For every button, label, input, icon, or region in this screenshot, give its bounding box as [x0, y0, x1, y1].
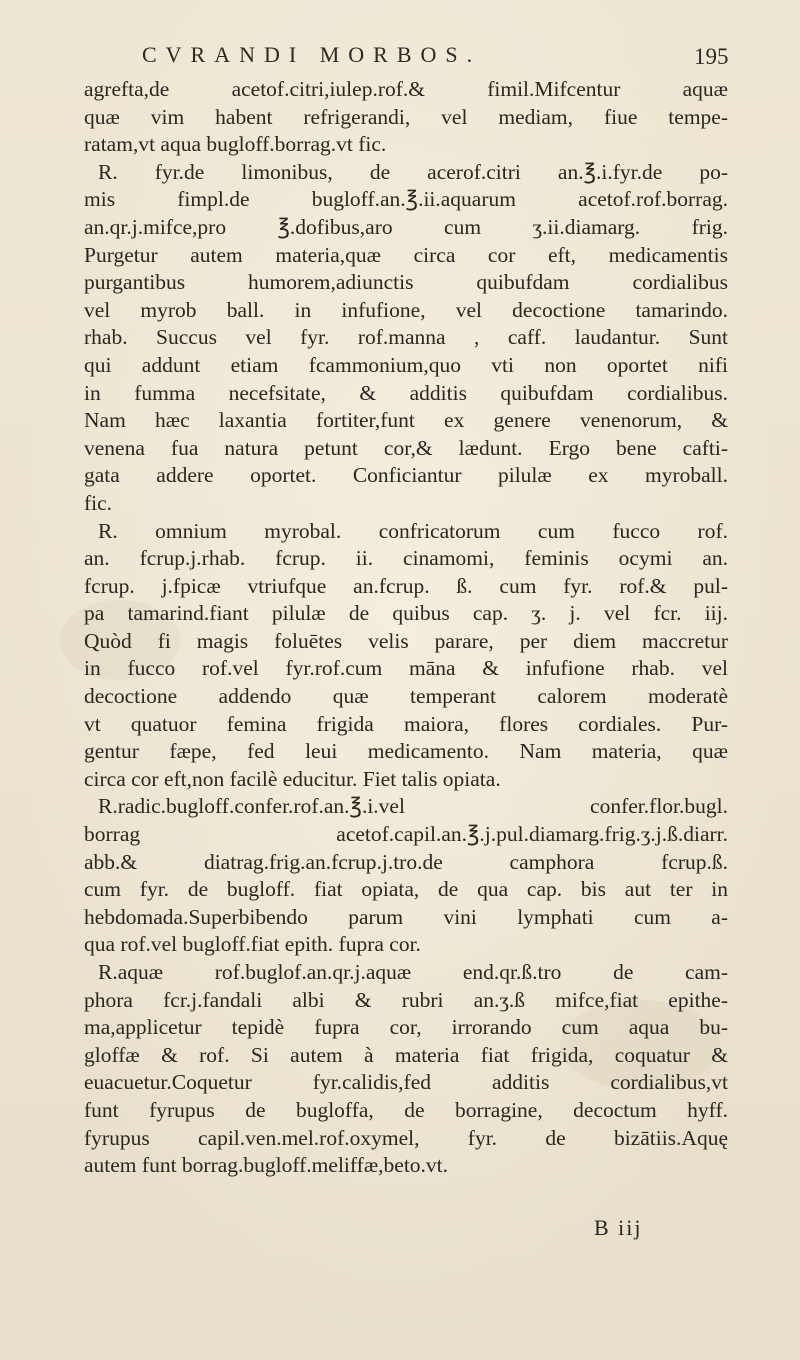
text-line: ratam,vt aqua bugloff.borrag.vt fic.: [84, 132, 387, 157]
running-head: CVRANDI MORBOS.: [142, 42, 482, 67]
signature-mark: B iij: [594, 1215, 643, 1240]
text-line: R. fyr.de limonibus, de acerof.citri an.℥.i.fyr.de po-: [98, 159, 728, 184]
text-line: phora fcr.j.fandali albi & rubri an.ʒ.ß mifce,fiat epithe-: [84, 987, 728, 1012]
text-line: fyrupus capil.ven.mel.rof.oxymel, fyr. de bizātiis.Aquę: [84, 1125, 728, 1150]
text-line: decoctione addendo quæ temperant calorem moderatè: [84, 684, 728, 709]
text-line: circa cor eft,non facilè educitur. Fiet talis opiata.: [84, 766, 501, 791]
text-line: vel myrob ball. in infufione, vel decoctione tamarindo.: [84, 297, 728, 322]
text-line: R.aquæ rof.buglof.an.qr.j.aquæ end.qr.ß.tro de cam-: [98, 960, 728, 984]
text-line: qua rof.vel bugloff.fiat epith. fupra cor.: [84, 932, 421, 957]
text-line: funt fyrupus de bugloffa, de borragine, decoctum hyff.: [84, 1097, 728, 1122]
text-line: vt quatuor femina frigida maiora, flores cordiales. Pur-: [84, 711, 728, 736]
text-line: Purgetur autem materia,quæ circa cor eft, medicamentis: [84, 242, 728, 267]
text-line: qui addunt etiam fcammonium,quo vti non oportet nifi: [84, 352, 728, 377]
text-line: Nam hæc laxantia fortiter,funt ex genere venenorum, &: [84, 408, 728, 433]
text-line: gata addere oportet. Conficiantur pilulæ ex myroball.: [84, 463, 728, 488]
text-line: an. fcrup.j.rhab. fcrup. ii. cinamomi, feminis ocymi an.: [84, 546, 728, 571]
text-line: ma,applicetur tepidè fupra cor, irrorando cum aqua bu-: [84, 1015, 728, 1040]
text-line: gloffæ & rof. Si autem à materia fiat frigida, coquatur &: [84, 1042, 728, 1067]
text-line: pa tamarind.fiant pilulæ de quibus cap. ʒ. j. vel fcr. iij.: [84, 601, 728, 626]
text-line: venena fua natura petunt cor,& lædunt. Ergo bene cafti-: [84, 435, 728, 460]
text-line: an.qr.j.mifce,pro ℥.dofibus,aro cum ʒ.ii.diamarg. frig.: [84, 214, 728, 239]
text-line: borrag acetof.capil.an.℥.j.pul.diamarg.frig.ʒ.j.ß.diarr.: [84, 822, 728, 847]
text-line: R.radic.bugloff.confer.rof.an.℥.i.vel confer.flor.bugl.: [98, 794, 728, 819]
text-line: gentur fæpe, fed leui medicamento. Nam materia, quæ: [84, 739, 728, 764]
text-line: rhab. Succus vel fyr. rof.manna , caff. laudantur. Sunt: [84, 325, 728, 350]
page-number: 195: [694, 44, 729, 69]
text-line: autem funt borrag.bugloff.meliffæ,beto.vt.: [84, 1153, 449, 1178]
text-line: cum fyr. de bugloff. fiat opiata, de qua cap. bis aut ter in: [84, 877, 728, 902]
text-line: euacuetur.Coquetur fyr.calidis,fed additis cordialibus,vt: [84, 1070, 728, 1095]
text-line: hebdomada.Superbibendo parum vini lymphati cum a-: [84, 904, 728, 929]
text-line: fcrup. j.fpicæ vtriufque an.fcrup. ß. cum fyr. rof.& pul-: [84, 573, 728, 598]
text-line: quæ vim habent refrigerandi, vel mediam, fiue tempe-: [84, 104, 728, 129]
text-line: R. omnium myrobal. confricatorum cum fucco rof.: [98, 518, 728, 543]
page-header: [0, 42, 800, 78]
text-line: in fucco rof.vel fyr.rof.cum māna & infufione rhab. vel: [84, 656, 728, 681]
text-line: Quòd fi magis foluētes velis parare, per diem maccretur: [84, 628, 728, 653]
text-line: in fumma necefsitate, & additis quibufdam cordialibus.: [84, 380, 728, 405]
text-line: fic.: [84, 490, 113, 515]
text-line: agrefta,de acetof.citri,iulep.rof.& fimil.Mifcentur aquæ: [84, 77, 728, 101]
body-text: [84, 76, 728, 1180]
text-line: mis fimpl.de bugloff.an.℥.ii.aquarum acetof.rof.borrag.: [84, 187, 728, 212]
text-line: purgantibus humorem,adiunctis quibufdam cordialibus: [84, 270, 728, 295]
text-line: abb.& diatrag.frig.an.fcrup.j.tro.de camphora fcrup.ß.: [84, 849, 728, 874]
